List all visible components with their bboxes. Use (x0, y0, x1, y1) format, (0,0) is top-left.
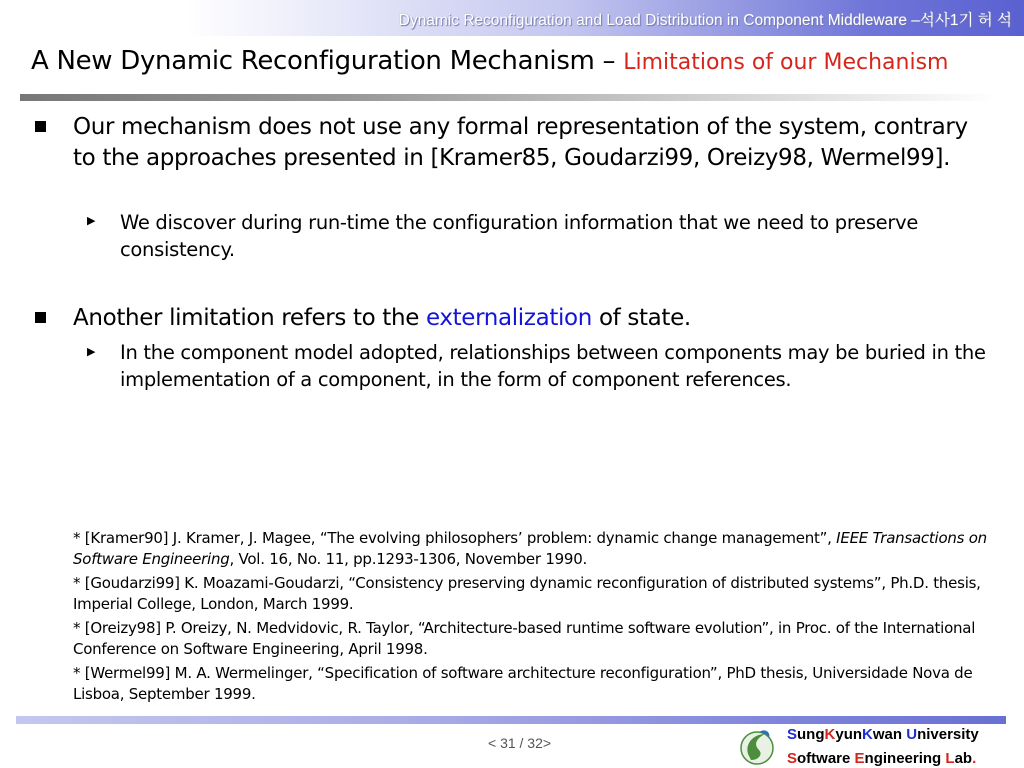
bullet-1-text: Our mechanism does not use any formal representation of the system, contrary to the approaches presented in [Kramer85, Goudarzi99, Oreizy98, Wermel99]. (73, 114, 968, 171)
lab-name-part: S (787, 750, 798, 767)
references (73, 528, 1003, 708)
reference-item: * [Goudarzi99] K. Moazami-Goudarzi, “Consistency preserving dynamic reconfiguration of distributed systems”, Ph.D. thesis, Imperial College, London, March 1999. (73, 574, 981, 613)
reference-item: * [Wermel99] M. A. Wermelinger, “Specification of software architecture reconfiguration”, PhD thesis, Universidade Nova de Lisboa, September 1999. (73, 664, 973, 703)
bullet-2-text: Another limitation refers to the externalization of state. (73, 305, 691, 331)
lab-name-part: ab (954, 750, 973, 767)
slide-title-sub: Limitations of our Mechanism (623, 50, 949, 75)
university-name-part: wan (872, 726, 907, 743)
highlight-externalization: externalization (425, 305, 592, 331)
university-name-part: S (787, 726, 798, 743)
reference-item: * [Kramer90] J. Kramer, J. Magee, “The evolving philosophers’ problem: dynamic change management”, IEEE Transactions on Software Engineering, Vol. 16, No. 11, pp.1293-1306, November 1990. (73, 529, 987, 568)
university-name-part: K (824, 726, 836, 743)
triangle-bullet-icon: ▶ (87, 214, 96, 227)
lab-name-part: L (945, 750, 955, 767)
reference-item: * [Oreizy98] P. Oreizy, N. Medvidovic, R. Taylor, “Architecture-based runtime software evolution”, in Proc. of the International Conference on Software Engineering, April 1998. (73, 619, 976, 658)
triangle-bullet-icon: ▶ (87, 345, 96, 358)
slide-title-main: A New Dynamic Reconfiguration Mechanism – (31, 46, 624, 76)
square-bullet-icon (35, 312, 46, 323)
lab-name-part: E (854, 750, 865, 767)
university-name-part: U (906, 726, 918, 743)
reference-journal: IEEE Transactions on Software Engineering (73, 529, 987, 568)
square-bullet-icon (35, 121, 46, 132)
university-name (787, 726, 979, 743)
university-name-part: ung (797, 726, 825, 743)
lab-name (787, 750, 976, 767)
header-title: Dynamic Reconfiguration and Load Distribution in Component Middleware –석사1기 허 석 (398, 12, 1012, 29)
university-name-part: yun (835, 726, 863, 743)
page-number: < 31 / 32> (488, 735, 552, 751)
skku-logo-icon (739, 726, 775, 766)
lab-name-part: oftware (797, 750, 855, 767)
lab-name-part: ngineering (864, 750, 946, 767)
university-name-part: K (862, 726, 873, 743)
bullet-1-sub-text: We discover during run-time the configuration information that we need to preserve consistency. (120, 211, 919, 261)
title-underline (20, 94, 1000, 101)
footer-bar (16, 716, 1006, 724)
university-name-part: niversity (917, 726, 979, 743)
slide-title (31, 46, 948, 76)
bullet-2-sub-text: In the component model adopted, relationships between components may be buried in the implementation of a component, in the form of component references. (120, 341, 986, 391)
lab-name-part: . (972, 750, 977, 767)
